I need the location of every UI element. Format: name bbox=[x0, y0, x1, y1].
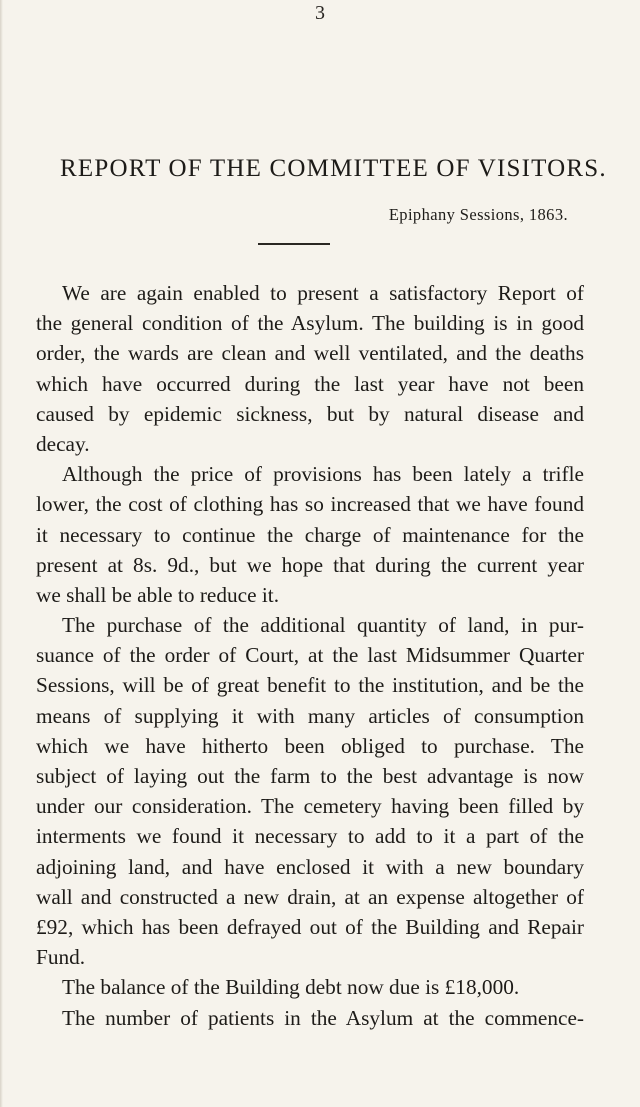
body-text-line: subject of laying out the farm to the best advantage is now bbox=[36, 764, 584, 788]
body-text-line: £92, which has been defrayed out of the Building and Repair bbox=[36, 914, 584, 939]
body-text-line: The number of patients in the Asylum at the commence- bbox=[62, 1005, 584, 1030]
body-text-line: means of supplying it with many articles of consumption bbox=[36, 703, 584, 728]
body-text-line: The purchase of the additional quantity of land, in pur- bbox=[62, 613, 584, 638]
dateline: Epiphany Sessions, 1863. bbox=[388, 205, 568, 224]
body-text-line: interments we found it necessary to add to it a part of the bbox=[36, 824, 584, 849]
report-body bbox=[36, 278, 584, 1033]
body-text-line: caused by epidemic sickness, but by natural disease and bbox=[36, 401, 584, 426]
body-text-line: adjoining land, and have enclosed it with a new boundary bbox=[36, 854, 584, 879]
body-text-line: decay. bbox=[36, 431, 90, 456]
body-text-line: under our consideration. The cemetery having been filled by bbox=[36, 794, 584, 819]
report-title: REPORT OF THE COMMITTEE OF VISITORS. bbox=[60, 155, 607, 182]
page-number: 3 bbox=[315, 2, 325, 24]
body-text-line: Fund. bbox=[36, 945, 86, 970]
body-text-line: wall and constructed a new drain, at an expense altogether of bbox=[36, 884, 584, 909]
body-text-line: present at 8s. 9d., but we hope that during the current year bbox=[36, 552, 584, 577]
body-text-line: suance of the order of Court, at the last Midsummer Quarter bbox=[36, 643, 584, 668]
body-text-line: which have occurred during the last year have not been bbox=[36, 371, 584, 396]
body-text-line: it necessary to continue the charge of maintenance for the bbox=[36, 522, 584, 547]
body-text-line: Sessions, will be of great benefit to the institution, and be the bbox=[36, 673, 584, 698]
title-divider bbox=[258, 243, 330, 245]
body-text-line: we shall be able to reduce it. bbox=[36, 582, 280, 607]
body-text-line: The balance of the Building debt now due is £18,000. bbox=[62, 975, 520, 1000]
page-edge-shadow bbox=[0, 0, 3, 1107]
body-text-line: the general condition of the Asylum. The building is in good bbox=[36, 311, 584, 336]
body-text-line: which we have hitherto been obliged to purchase. The bbox=[36, 733, 584, 758]
body-text-line: We are again enabled to present a satisfactory Report of bbox=[62, 281, 584, 305]
body-text-line: Although the price of provisions has been lately a trifle bbox=[62, 462, 584, 487]
body-text-line: lower, the cost of clothing has so increased that we have found bbox=[36, 492, 584, 517]
body-text-line: order, the wards are clean and well ventilated, and the deaths bbox=[36, 341, 584, 366]
